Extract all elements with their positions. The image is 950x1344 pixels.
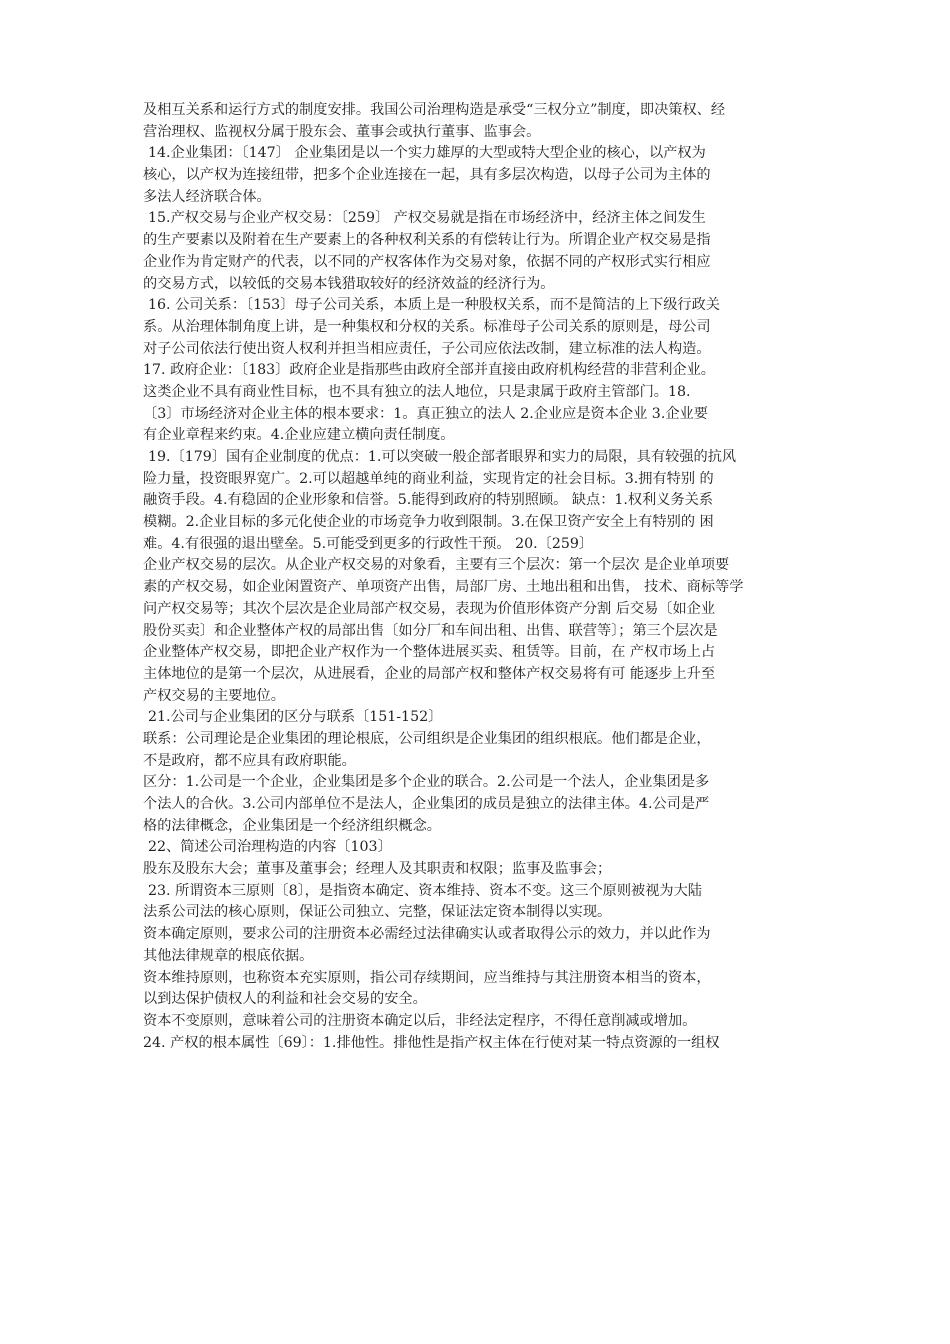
text-line: 及相互关系和运行方式的制度安排。我国公司治理构造是承受“三权分立”制度，即决策权、经 <box>143 102 726 118</box>
text-line: 企业整体产权交易，即把企业产权作为一个整体进展买卖、租赁等。目前，在 产权市场上占 <box>143 644 716 661</box>
text-line: 对子公司依法行使出资人权利并担当相应责任，子公司应依法改制，建立标准的法人构造。 <box>143 340 711 357</box>
text-line: 个法人的合伙。3.公司内部单位不是法人，企业集团的成员是独立的法律主体。4.公司是严 <box>143 796 710 812</box>
text-line: 险力量，投资眼界宽广。2.可以超越单纯的商业利益，实现肯定的社会目标。3.拥有特别 的 <box>143 470 714 487</box>
text-line: 其他法律规章的根底依据。 <box>143 947 314 964</box>
text-line: 21.公司与企业集团的区分与联系〔151-152〕 <box>148 709 443 726</box>
text-line: 股份买卖〕和企业整体产权的局部出售〔如分厂和车间出租、出售、联营等〕；第三个层次是 <box>143 622 718 639</box>
text-line: 产权交易的主要地位。 <box>143 687 285 704</box>
text-line: 资本不变原则，意味着公司的注册资本确定以后，非经法定程序，不得任意削减或增加。 <box>143 1012 697 1029</box>
text-line: 系。从治理体制角度上讲，是一种集权和分权的关系。标准母子公司关系的原则是，母公司 <box>143 318 711 335</box>
text-line: 格的法律概念，企业集团是一个经济组织概念。 <box>143 817 441 834</box>
text-line: 营治理权、监视权分属于股东会、董事会或执行董事、监事会。 <box>143 123 541 140</box>
text-line: 资本确定原则，要求公司的注册资本必需经过法律确实认或者取得公示的效力，并以此作为 <box>143 926 711 943</box>
document-body <box>143 100 823 1054</box>
text-line: 不是政府，都不应具有政府职能。 <box>143 752 356 769</box>
text-line: 有企业章程来约束。4.企业应建立横向责任制度。 <box>143 427 455 444</box>
text-line: 核心，以产权为连接纽带，把多个企业连接在一起，具有多层次构造，以母子公司为主体的 <box>143 167 711 184</box>
text-line: 这类企业不具有商业性目标，也不具有独立的法人地位，只是隶属于政府主管部门。18. <box>143 383 691 400</box>
text-line: 以到达保护债权人的利益和社会交易的安全。 <box>143 991 427 1008</box>
text-line: 企业作为肯定财产的代表，以不同的产权客体作为交易对象，依据不同的产权形式实行相应 <box>143 253 711 270</box>
text-line: 模糊。2.企业目标的多元化使企业的市场竞争力收到限制。3.在保卫资产安全上有特别的 困 <box>143 514 714 531</box>
text-line: 主体地位的是第一个层次，从进展看，企业的局部产权和整体产权交易将有可 能逐步上升至 <box>143 665 716 682</box>
text-line: 股东及股东大会；董事及董事会；经理人及其职责和权限；监事及监事会； <box>143 861 612 878</box>
text-line: 问产权交易等；其次个层次是企业局部产权交易，表现为价值形体资产分割 后交易〔如企业 <box>143 600 716 617</box>
text-line: 〔3〕市场经济对企业主体的根本要求：1。真正独立的法人 2.企业应是资本企业 3.企业要 <box>143 405 708 422</box>
text-line: 14.企业集团：〔147〕 企业集团是以一个实力雄厚的大型或特大型企业的核心，以产权为 <box>148 145 706 162</box>
text-line: 17. 政府企业：〔183〕政府企业是指那些由政府全部并直接由政府机构经营的非营利企业。 <box>143 362 715 379</box>
text-line: 24. 产权的根本属性〔69〕：1.排他性。排他性是指产权主体在行使对某一特点资源的一组权 <box>143 1034 720 1051</box>
text-line: 资本维持原则，也称资本充实原则，指公司存续期间，应当维持与其注册资本相当的资本， <box>143 969 711 986</box>
text-line: 融资手段。4.有稳固的企业形象和信誉。5.能得到政府的特别照顾。 缺点：1.权利义务关系 <box>143 492 714 509</box>
text-line: 23. 所谓资本三原则〔8〕，是指资本确定、资本维持、资本不变。这三个原则被视为大陆 <box>148 882 702 899</box>
text-line: 联系：公司理论是企业集团的理论根底，公司组织是企业集团的组织根底。他们都是企业， <box>143 730 711 747</box>
text-line: 的交易方式，以较低的交易本钱猎取较好的经济效益的经济行为。 <box>143 275 555 292</box>
text-line: 法系公司法的核心原则，保证公司独立、完整，保证法定资本制得以实现。 <box>143 904 612 921</box>
text-line: 素的产权交易，如企业闲置资产、单项资产出售，局部厂房、土地出租和出售， 技术、商标等学 <box>143 579 744 596</box>
text-line: 区分：1.公司是一个企业，企业集团是多个企业的联合。2.公司是一个法人，企业集团是多 <box>143 774 710 791</box>
text-line: 企业产权交易的层次。从企业产权交易的对象看，主要有三个层次：第一个层次 是企业单项要 <box>143 557 730 574</box>
text-line: 的生产要素以及附着在生产要素上的各种权利关系的有偿转让行为。所谓企业产权交易是指 <box>143 232 711 249</box>
text-line: 难。4.有很强的退出壁垒。5.可能受到更多的行政性干预。 20.〔259〕 <box>143 535 594 552</box>
text-line: 多法人经济联合体。 <box>143 188 271 205</box>
text-line: 19.〔179〕国有企业制度的优点：1.可以突破一般企部者眼界和实力的局限，具有较强的抗风 <box>148 449 737 465</box>
text-line: 16. 公司关系：〔153〕母子公司关系，本质上是一种股权关系，而不是简洁的上下级行政关 <box>148 297 720 314</box>
text-line: 15.产权交易与企业产权交易：〔259〕 产权交易就是指在市场经济中，经济主体之间发生 <box>148 210 706 227</box>
text-line: 22、简述公司治理构造的内容〔103〕 <box>148 839 392 856</box>
